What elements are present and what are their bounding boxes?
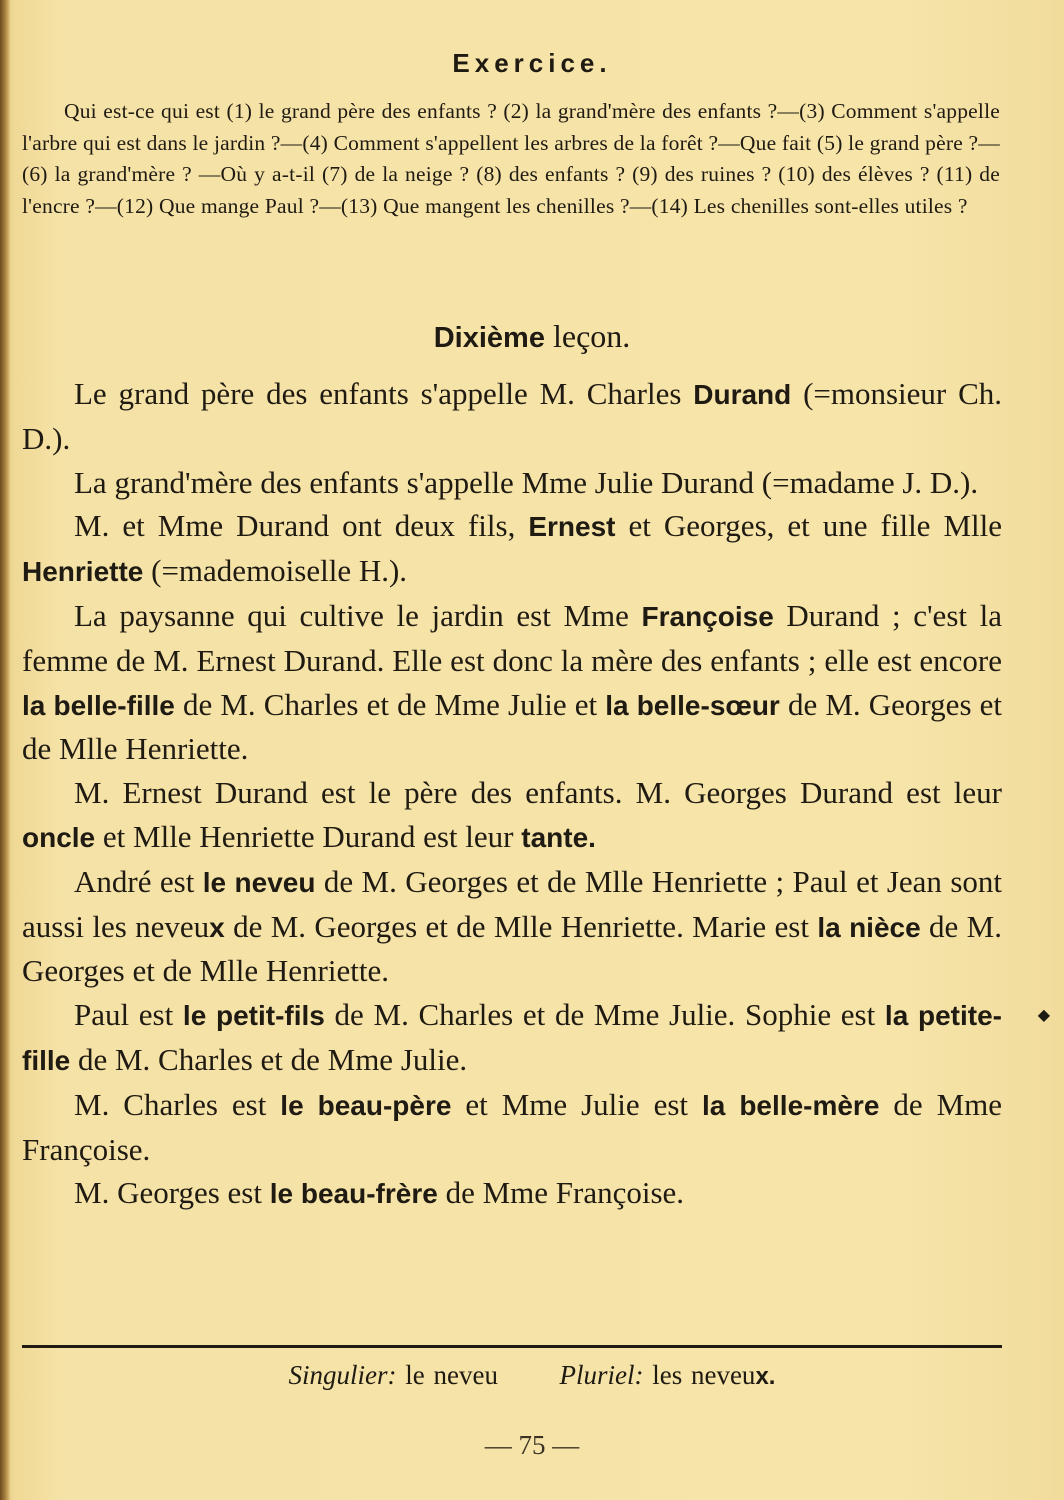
paragraph-3: M. et Mme Durand ont deux fils, Ernest et Georges, et une fille Mlle Henriette (=mademoiselle H.). xyxy=(22,508,1002,589)
term-belle-mere: la belle-mère xyxy=(702,1089,880,1121)
divider-rule xyxy=(22,1345,1002,1348)
exercise-title: Exercice. xyxy=(452,48,612,78)
term-henriette: Henriette xyxy=(22,556,144,588)
singular-value: le neveu xyxy=(405,1360,498,1390)
term-tante: tante. xyxy=(521,821,596,853)
term-plural-x: x xyxy=(209,911,225,943)
paragraph-2: La grand'mère des enfants s'appelle Mme Julie Durand (=madame J. D.). xyxy=(74,464,979,500)
lesson-title xyxy=(0,318,1064,355)
plural-value: les neveu xyxy=(652,1360,756,1390)
lesson-title-rest: leçon. xyxy=(552,318,631,354)
term-beau-pere: le beau-père xyxy=(280,1089,452,1121)
term-petit-fils: le petit-fils xyxy=(182,1000,325,1032)
term-belle-fille: la belle-fille xyxy=(22,689,175,721)
book-spine xyxy=(0,0,10,1500)
lesson-body xyxy=(22,372,1002,1216)
plural-label: Pluriel: xyxy=(559,1360,644,1390)
paragraph-8: M. Charles est le beau-père et Mme Julie est la belle-mère de Mme Françoise. xyxy=(22,1086,1002,1167)
term-neveu: le neveu xyxy=(202,866,316,898)
term-francoise: Françoise xyxy=(641,600,774,632)
term-durand: Durand xyxy=(693,379,792,410)
term-belle-soeur: la belle-sœur xyxy=(605,689,780,721)
exercise-questions: Qui est-ce qui est (1) le grand père des enfants ? (2) la grand'mère des enfants ?—(3) Comment s'appelle l'arbre qui est dans le jardin ?—(4) Comment s'appellent les arbres de la forêt ?—Que fait (5) le grand père ?—(6) la grand'mère ? —Où y a-t-il (7) de la neige ? (8) des enfants ? (9) des ruines ? (10) des élèves ? (11) de l'encre ?—(12) Que mange Paul ?—(13) Que mangent les chenilles ?—(14) Les chenilles sont-elles utiles ? xyxy=(22,99,1000,218)
plural-suffix: x. xyxy=(755,1363,776,1390)
term-petite-fille: la petite-fille xyxy=(22,1000,1002,1076)
page-number: — 75 — xyxy=(484,1430,580,1460)
paragraph-9: M. Georges est le beau-frère de Mme Françoise. xyxy=(74,1175,685,1211)
paragraph-7: Paul est le petit-fils de M. Charles et de Mme Julie. Sophie est la petite-fille de M. Charles et de Mme Julie. xyxy=(22,997,1002,1077)
paragraph-1: Le grand père des enfants s'appelle M. Charles Durand (=monsieur Ch. D.). xyxy=(22,376,1003,456)
paragraph-5: M. Ernest Durand est le père des enfants. M. Georges Durand est leur oncle et Mlle Henriette Durand est leur tante. xyxy=(22,775,1002,854)
lesson-title-bold: Dixième xyxy=(433,322,545,354)
term-ernest: Ernest xyxy=(528,511,616,543)
paragraph-6: André est le neveu de M. Georges et de Mlle Henriette ; Paul et Jean sont aussi les neveux de M. Georges et de Mlle Henriette. Marie est la nièce de M. Georges et de Mlle Henriette. xyxy=(22,863,1003,989)
term-niece: la nièce xyxy=(817,911,921,943)
footer-note xyxy=(0,1360,1064,1391)
term-beau-frere: le beau-frère xyxy=(269,1178,438,1210)
term-oncle: oncle xyxy=(22,821,96,853)
ink-mark-icon: ◆ xyxy=(1037,1007,1050,1024)
singular-label: Singulier: xyxy=(288,1360,397,1390)
paragraph-4: La paysanne qui cultive le jardin est Mme Françoise Durand ; c'est la femme de M. Ernest Durand. Elle est donc la mère des enfants ; elle est encore la belle-fille de M. Charles et de Mme Julie et la belle-sœur de M. Georges et de Mlle Henriette. xyxy=(22,597,1002,767)
